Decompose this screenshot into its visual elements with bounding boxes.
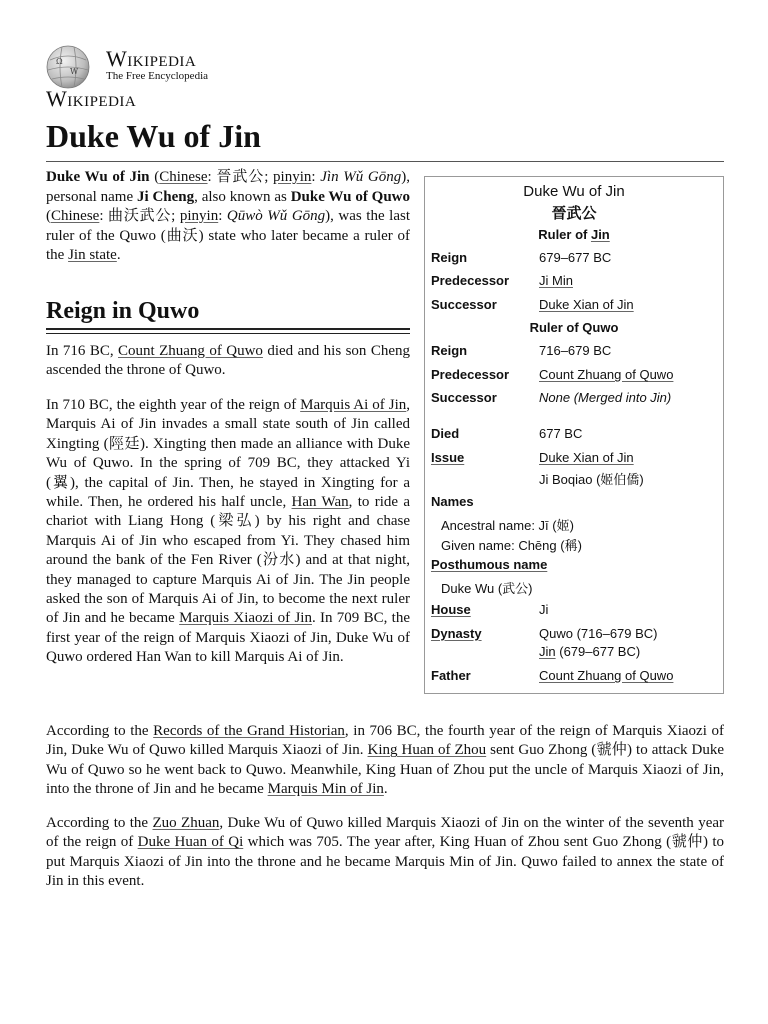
infobox-value-dynasty-2: Jin (679–677 BC) bbox=[539, 644, 641, 659]
infobox-label-successor-quwo: Successor bbox=[431, 390, 497, 405]
link-zuo-zhuan[interactable]: Zuo Zhuan bbox=[152, 815, 220, 831]
paragraph-1: In 716 BC, Count Zhuang of Quwo died and his son Cheng ascended the throne of Quwo. bbox=[46, 343, 410, 379]
wikipedia-logo[interactable] bbox=[44, 42, 304, 112]
infobox-value-ancestral-name: Ancestral name: Jī (姬) bbox=[441, 518, 574, 533]
link-pinyin[interactable]: pinyin bbox=[273, 169, 312, 185]
infobox-link-count-zhuang[interactable]: Count Zhuang of Quwo bbox=[539, 367, 674, 382]
puzzle-globe-icon bbox=[44, 42, 98, 90]
paragraph-2: In 710 BC, the eighth year of the reign of Marquis Ai of Jin, Marquis Ai of Jin invades a small state south of Jin called Xingting (陘廷). Xingting then made an alliance with Duke Wu of Quwo. In the spring of 709 BC, they attacked Yi (翼), the capital of Jin. Then, he stayed in Xingting for a while. Then, he ordered his half uncle, Han Wan, to ride a chariot with Liang Hong (梁弘) by his right and chase Marquis Ai of Jin who escaped from Yi. They chased him around the bank of the Fen River (汾水) and at that night, they managed to capture Marquis Ai of Jin. The Jin people asked the son of Marquis Ai of Jin, to become the next ruler of Jin and he became Marquis Xiaozi of Jin. In 709 BC, the first year of the reign of Marquis Xiaozi of Jin, Duke Wu of Quwo ordered Han Wan to kill Marquis Ai of Jin. bbox=[46, 397, 410, 666]
infobox-value-successor-quwo: None (Merged into Jin) bbox=[539, 390, 672, 405]
link-chinese-2[interactable]: Chinese bbox=[51, 208, 100, 225]
link-han-wan[interactable]: Han Wan bbox=[291, 494, 349, 511]
infobox-link-jin-dynasty[interactable]: Jin bbox=[539, 644, 556, 659]
title-divider bbox=[46, 161, 724, 162]
infobox-link-duke-xian[interactable]: Duke Xian of Jin bbox=[539, 297, 634, 312]
infobox-label-successor: Successor bbox=[431, 297, 497, 312]
infobox-link-issue[interactable]: Issue bbox=[431, 450, 465, 465]
link-count-zhuang[interactable]: Count Zhuang of Quwo bbox=[118, 343, 263, 359]
svg-text:Ω: Ω bbox=[56, 57, 63, 66]
link-marquis-ai[interactable]: Marquis Ai of Jin bbox=[300, 397, 407, 413]
infobox-title: Duke Wu of Jin bbox=[523, 183, 625, 200]
infobox-label-father: Father bbox=[431, 668, 471, 683]
link-pinyin-2[interactable]: pinyin bbox=[179, 208, 219, 225]
infobox-link-house[interactable]: House bbox=[431, 602, 471, 617]
page-title: Duke Wu of Jin bbox=[46, 118, 261, 154]
infobox-label-predecessor: Predecessor bbox=[431, 273, 510, 288]
infobox-link-posthumous-name[interactable]: Posthumous name bbox=[431, 557, 548, 572]
link-jin-state[interactable]: Jin state bbox=[68, 247, 117, 264]
wordmark: Wikipedia bbox=[106, 46, 197, 71]
link-king-huan-zhou[interactable]: King Huan of Zhou bbox=[367, 742, 487, 759]
link-chinese[interactable]: Chinese bbox=[159, 169, 208, 185]
section-heading: Reign in Quwo bbox=[46, 298, 200, 324]
infobox-link-issue-duke-xian[interactable]: Duke Xian of Jin bbox=[539, 450, 634, 465]
wordmark-secondary: Wikipedia bbox=[46, 86, 137, 111]
infobox-value-reign-jin: 679–677 BC bbox=[539, 250, 612, 265]
infobox-link-father[interactable]: Count Zhuang of Quwo bbox=[539, 668, 674, 683]
link-marquis-min[interactable]: Marquis Min of Jin bbox=[267, 781, 384, 798]
section-divider bbox=[46, 328, 410, 330]
infobox-value-issue-2: Ji Boqiao (姬伯僑) bbox=[539, 472, 644, 487]
svg-text:W: W bbox=[70, 67, 79, 76]
intro-bold-name: Duke Wu of Jin bbox=[46, 169, 150, 185]
infobox-value-posthumous: Duke Wu (武公) bbox=[441, 581, 533, 596]
link-records-grand-historian[interactable]: Records of the Grand Historian bbox=[153, 723, 345, 739]
link-duke-huan-qi[interactable]: Duke Huan of Qi bbox=[137, 834, 244, 851]
infobox-link-jin[interactable]: Jin bbox=[590, 227, 610, 242]
infobox-value-house: Ji bbox=[539, 602, 549, 617]
tagline: The Free Encyclopedia bbox=[106, 70, 209, 82]
infobox bbox=[424, 176, 724, 694]
infobox-label-reign-quwo: Reign bbox=[431, 343, 468, 358]
infobox-label-names: Names bbox=[431, 494, 474, 509]
infobox-link-ji-min[interactable]: Ji Min bbox=[539, 273, 573, 288]
infobox-value-died: 677 BC bbox=[539, 426, 583, 441]
infobox-link-dynasty[interactable]: Dynasty bbox=[431, 626, 482, 641]
link-marquis-xiaozi[interactable]: Marquis Xiaozi of Jin bbox=[179, 610, 312, 627]
intro-paragraph: Duke Wu of Jin (Chinese: 晉武公; pinyin: Jìn Wǔ Gōng), personal name Ji Cheng, also known as Duke Wu of Quwo (Chinese: 曲沃武公; pinyin: Qūwò Wǔ Gōng), was the last ruler of the Quwo (曲沃) state who later became a ruler of the Jin state. bbox=[46, 169, 411, 264]
paragraph-3: According to the Records of the Grand Historian, in 706 BC, the fourth year of the reign of Marquis Xiaozi of Jin, Duke Wu of Quwo killed Marquis Xiaozi of Jin. King Huan of Zhou sent Guo Zhong (虢仲) to attack Duke Wu of Quwo so he went back to Quwo. Meanwhile, King Huan of Zhou put the uncle of Marquis Xiaozi of Jin, into the throne of Jin and he became Marquis Min of Jin. bbox=[46, 723, 724, 798]
infobox-value-given-name: Given name: Chēng (稱) bbox=[441, 538, 582, 553]
infobox-subheader-jin: Ruler of Jin bbox=[538, 227, 610, 242]
infobox-label-reign: Reign bbox=[431, 250, 468, 265]
infobox-label-predecessor-quwo: Predecessor bbox=[431, 367, 510, 382]
infobox-subheader-quwo: Ruler of Quwo bbox=[529, 320, 619, 335]
infobox-label-died: Died bbox=[431, 426, 460, 441]
infobox-value-dynasty-1: Quwo (716–679 BC) bbox=[539, 626, 658, 641]
infobox-value-reign-quwo: 716–679 BC bbox=[539, 343, 612, 358]
paragraph-4: According to the Zuo Zhuan, Duke Wu of Quwo killed Marquis Xiaozi of Jin on the winter of the seventh year of the reign of Duke Huan of Qi which was 705. The year after, King Huan of Zhou sent Guo Zhong (虢仲) to put Marquis Xiaozi of Jin into the throne and he became Marquis Min of Jin. Quwo failed to annex the state of Jin in this event. bbox=[46, 815, 725, 890]
section-divider-thin bbox=[46, 333, 410, 334]
infobox-title-chinese: 晉武公 bbox=[551, 205, 597, 222]
